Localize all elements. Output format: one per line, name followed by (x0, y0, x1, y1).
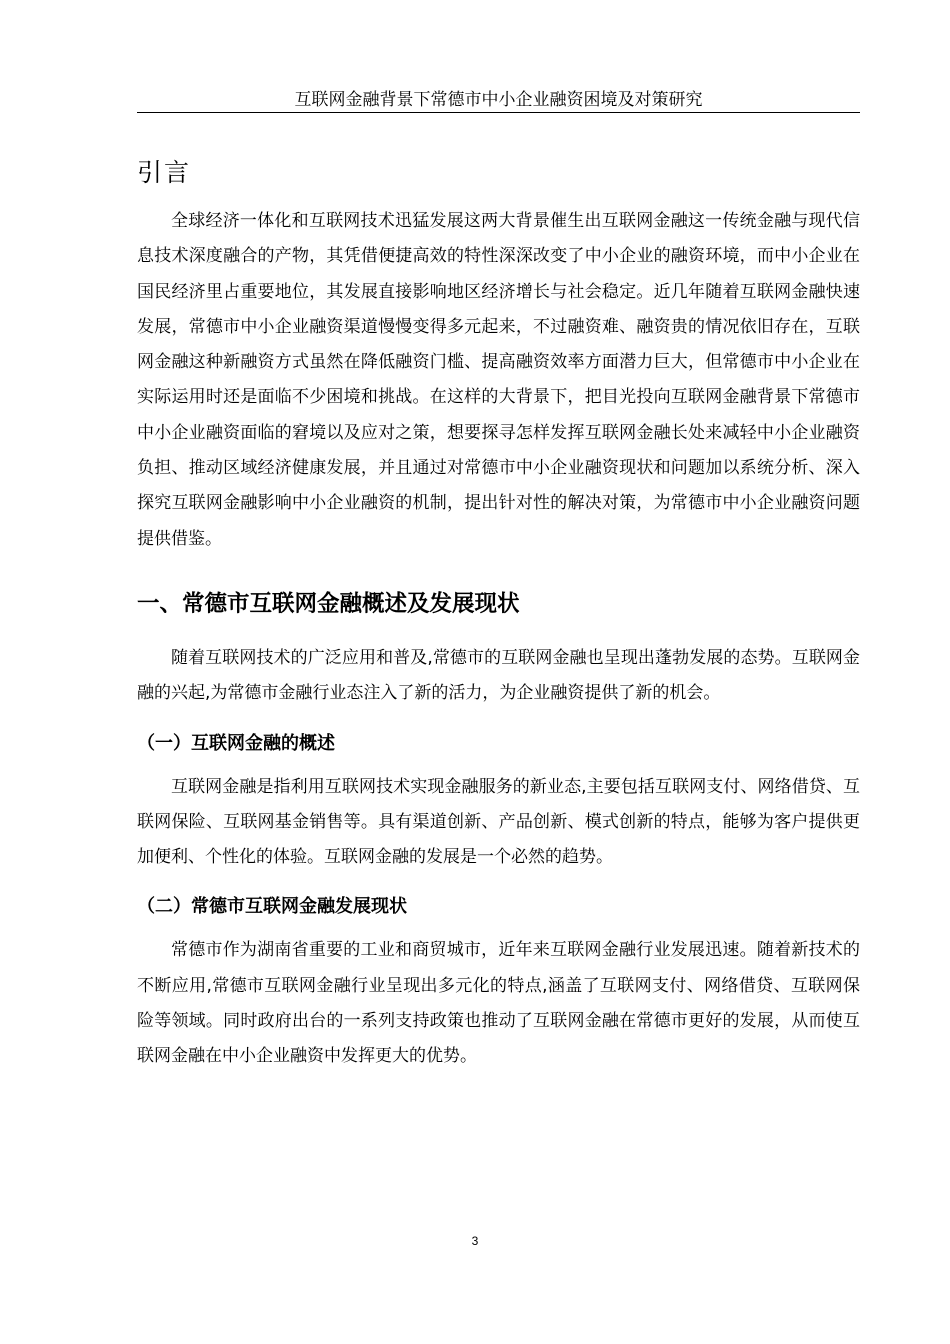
running-header: 互联网金融背景下常德市中小企业融资困境及对策研究 (137, 90, 860, 113)
subsection1-heading: （一）互联网金融的概述 (137, 732, 335, 754)
page-number: 3 (471, 1234, 479, 1248)
document-body (137, 150, 860, 1075)
intro-heading: 引言 (137, 158, 192, 187)
section1-heading: 一、常德市互联网金融概述及发展现状 (137, 590, 520, 617)
intro-paragraph: 全球经济一体化和互联网技术迅猛发展这两大背景催生出互联网金融这一传统金融与现代信息技术深度融合的产物，其凭借便捷高效的特性深深改变了中小企业的融资环境，而中小企业在国民经济里占重要地位，其发展直接影响地区经济增长与社会稳定。近几年随着互联网金融快速发展，常德市中小企业融资渠道慢慢变得多元起来，不过融资难、融资贵的情况依旧存在，互联网金融这种新融资方式虽然在降低融资门槛、提高融资效率方面潜力巨大，但常德市中小企业在实际运用时还是面临不少困境和挑战。在这样的大背景下，把目光投向互联网金融背景下常德市中小企业融资面临的窘境以及应对之策，想要探寻怎样发挥互联网金融长处来减轻中小企业融资负担、推动区域经济健康发展，并且通过对常德市中小企业融资现状和问题加以系统分析、深入探究互联网金融影响中小企业融资的机制，提出针对性的解决对策，为常德市中小企业融资问题提供借鉴。 (137, 211, 860, 549)
subsection2-heading: （二）常德市互联网金融发展现状 (137, 896, 407, 918)
section1-paragraph: 随着互联网技术的广泛应用和普及,常德市的互联网金融也呈现出蓬勃发展的态势。互联网金融的兴起,为常德市金融行业态注入了新的活力，为企业融资提供了新的机会。 (137, 647, 860, 704)
subsection2-paragraph: 常德市作为湖南省重要的工业和商贸城市，近年来互联网金融行业发展迅速。随着新技术的不断应用,常德市互联网金融行业呈现出多元化的特点,涵盖了互联网支付、网络借贷、互联网保险等领域。同时政府出台的一系列支持政策也推动了互联网金融在常德市更好的发展，从而使互联网金融在中小企业融资中发挥更大的优势。 (137, 940, 860, 1067)
subsection1-paragraph: 互联网金融是指利用互联网技术实现金融服务的新业态,主要包括互联网支付、网络借贷、互联网保险、互联网基金销售等。具有渠道创新、产品创新、模式创新的特点，能够为客户提供更加便利、个性化的体验。互联网金融的发展是一个必然的趋势。 (137, 776, 860, 868)
